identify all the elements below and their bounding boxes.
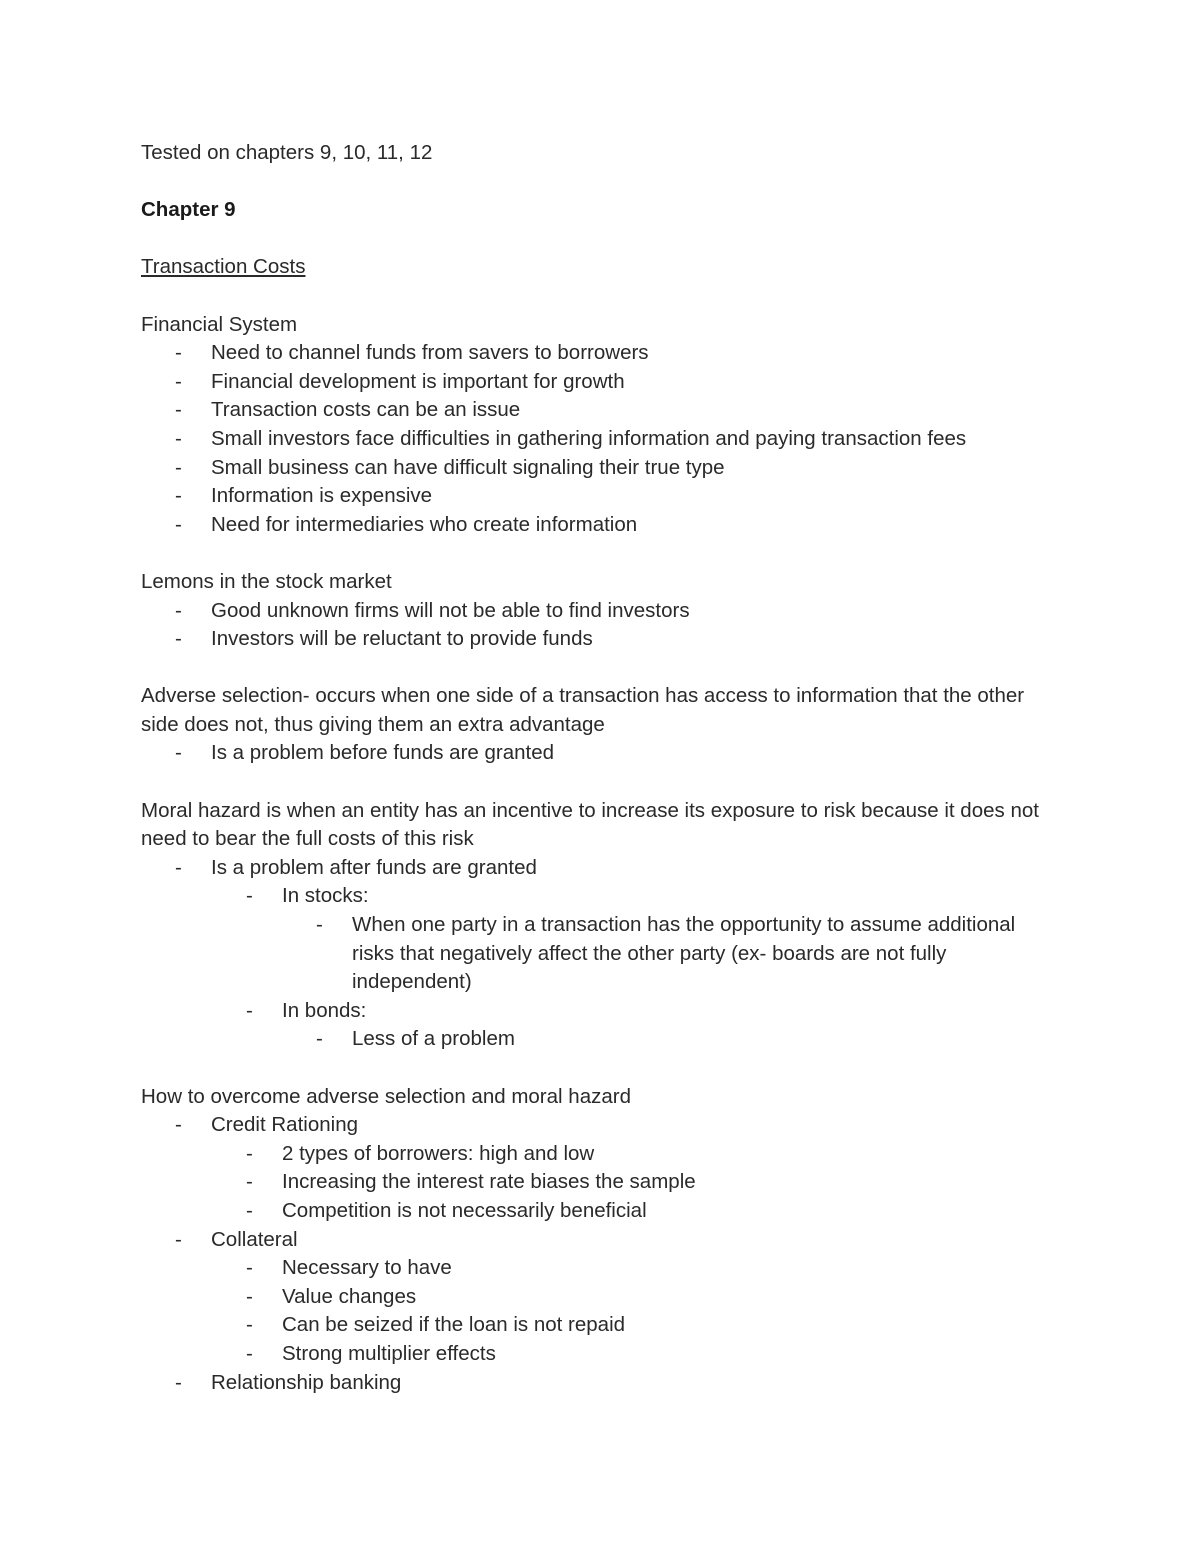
list-item [141, 1311, 1061, 1340]
list-item [141, 625, 1061, 654]
list-item [141, 1226, 1061, 1255]
financial-system-title: Financial System [141, 312, 298, 336]
bullet-dash: - [175, 1370, 182, 1394]
bullet-dash: - [246, 884, 253, 908]
list-item-text: Need to channel funds from savers to borrowers [211, 341, 649, 365]
list-item [141, 1283, 1061, 1312]
list-item-text: In stocks: [282, 884, 369, 908]
list-item [141, 739, 1061, 768]
bullet-dash: - [246, 1341, 253, 1365]
list-item-text: 2 types of borrowers: high and low [282, 1141, 595, 1165]
list-item-text: Is a problem after funds are granted [211, 855, 537, 879]
list-item [141, 454, 1061, 483]
bullet-dash: - [246, 1313, 253, 1337]
list-item-text: Strong multiplier effects [282, 1341, 496, 1365]
bullet-dash: - [175, 627, 182, 651]
section-heading: Transaction Costs [141, 255, 306, 279]
list-item [141, 1111, 1061, 1140]
list-item-text: Small investors face difficulties in gathering information and paying transaction fees [211, 426, 967, 450]
bullet-dash: - [246, 1141, 253, 1165]
list-item [141, 597, 1061, 626]
list-item-text: Relationship banking [211, 1370, 402, 1394]
list-item [141, 1168, 1061, 1197]
spacer [141, 768, 1061, 797]
spacer [141, 539, 1061, 568]
bullet-dash: - [175, 455, 182, 479]
list-item-text: Financial development is important for growth [211, 369, 625, 393]
list-item [141, 1140, 1061, 1169]
list-item-text: Is a problem before funds are granted [211, 741, 555, 765]
spacer [141, 654, 1061, 683]
list-item [141, 997, 1061, 1026]
list-item-text: Can be seized if the loan is not repaid [282, 1313, 626, 1337]
bullet-dash: - [246, 1170, 253, 1194]
list-item-text: Competition is not necessarily beneficial [282, 1198, 647, 1222]
list-item [141, 511, 1061, 540]
lemons-title: Lemons in the stock market [141, 569, 392, 593]
list-item [141, 425, 1061, 454]
list-item [141, 396, 1061, 425]
list-item [141, 1197, 1061, 1226]
list-item [141, 368, 1061, 397]
bullet-dash: - [316, 1027, 323, 1051]
spacer [141, 225, 1061, 254]
list-item-text: Good unknown firms will not be able to find investors [211, 598, 690, 622]
list-item-text: Investors will be reluctant to provide funds [211, 627, 593, 651]
list-item [141, 1369, 1061, 1398]
document-page [141, 139, 1061, 1397]
spacer [141, 168, 1061, 197]
list-item [141, 482, 1061, 511]
list-item-text: In bonds: [282, 998, 367, 1022]
list-item [141, 1340, 1061, 1369]
list-item-text: Credit Rationing [211, 1113, 358, 1137]
bullet-dash: - [175, 598, 182, 622]
bullet-dash: - [246, 1256, 253, 1280]
list-item-text: Need for intermediaries who create information [211, 512, 638, 536]
bullet-dash: - [175, 1113, 182, 1137]
bullet-dash: - [175, 398, 182, 422]
list-item-text: Transaction costs can be an issue [211, 398, 521, 422]
bullet-dash: - [175, 341, 182, 365]
bullet-dash: - [246, 998, 253, 1022]
list-item-text: Value changes [282, 1284, 417, 1308]
overcome-title: How to overcome adverse selection and moral hazard [141, 1084, 631, 1108]
list-item-text: When one party in a transaction has the opportunity to assume additional risks that negatively affect the other party (ex- boards are not fully independent) [352, 913, 1016, 994]
chapter-heading: Chapter 9 [141, 198, 236, 222]
list-item [141, 854, 1061, 883]
bullet-dash: - [175, 512, 182, 536]
list-item [141, 882, 1061, 911]
bullet-dash: - [175, 855, 182, 879]
spacer [141, 1054, 1061, 1083]
bullet-dash: - [175, 369, 182, 393]
list-item-text: Collateral [211, 1227, 298, 1251]
list-item-text: Information is expensive [211, 484, 433, 508]
bullet-dash: - [246, 1198, 253, 1222]
list-item [141, 1254, 1061, 1283]
spacer [141, 282, 1061, 311]
list-item [141, 911, 1057, 997]
bullet-dash: - [316, 913, 323, 937]
list-item-text: Necessary to have [282, 1256, 452, 1280]
bullet-dash: - [175, 1227, 182, 1251]
list-item-text: Increasing the interest rate biases the sample [282, 1170, 696, 1194]
list-item [141, 1025, 1057, 1054]
bullet-dash: - [246, 1284, 253, 1308]
list-item-text: Small business can have difficult signaling their true type [211, 455, 725, 479]
list-item-text: Less of a problem [352, 1027, 515, 1051]
bullet-dash: - [175, 426, 182, 450]
adverse-selection-paragraph: Adverse selection- occurs when one side of a transaction has access to information that the other side does not, thus giving them an extra advantage [141, 684, 1025, 736]
moral-hazard-paragraph: Moral hazard is when an entity has an incentive to increase its exposure to risk because it does not need to bear the full costs of this risk [141, 798, 1039, 851]
bullet-dash: - [175, 741, 182, 765]
bullet-dash: - [175, 484, 182, 508]
intro-text: Tested on chapters 9, 10, 11, 12 [141, 141, 433, 164]
list-item [141, 339, 1061, 368]
